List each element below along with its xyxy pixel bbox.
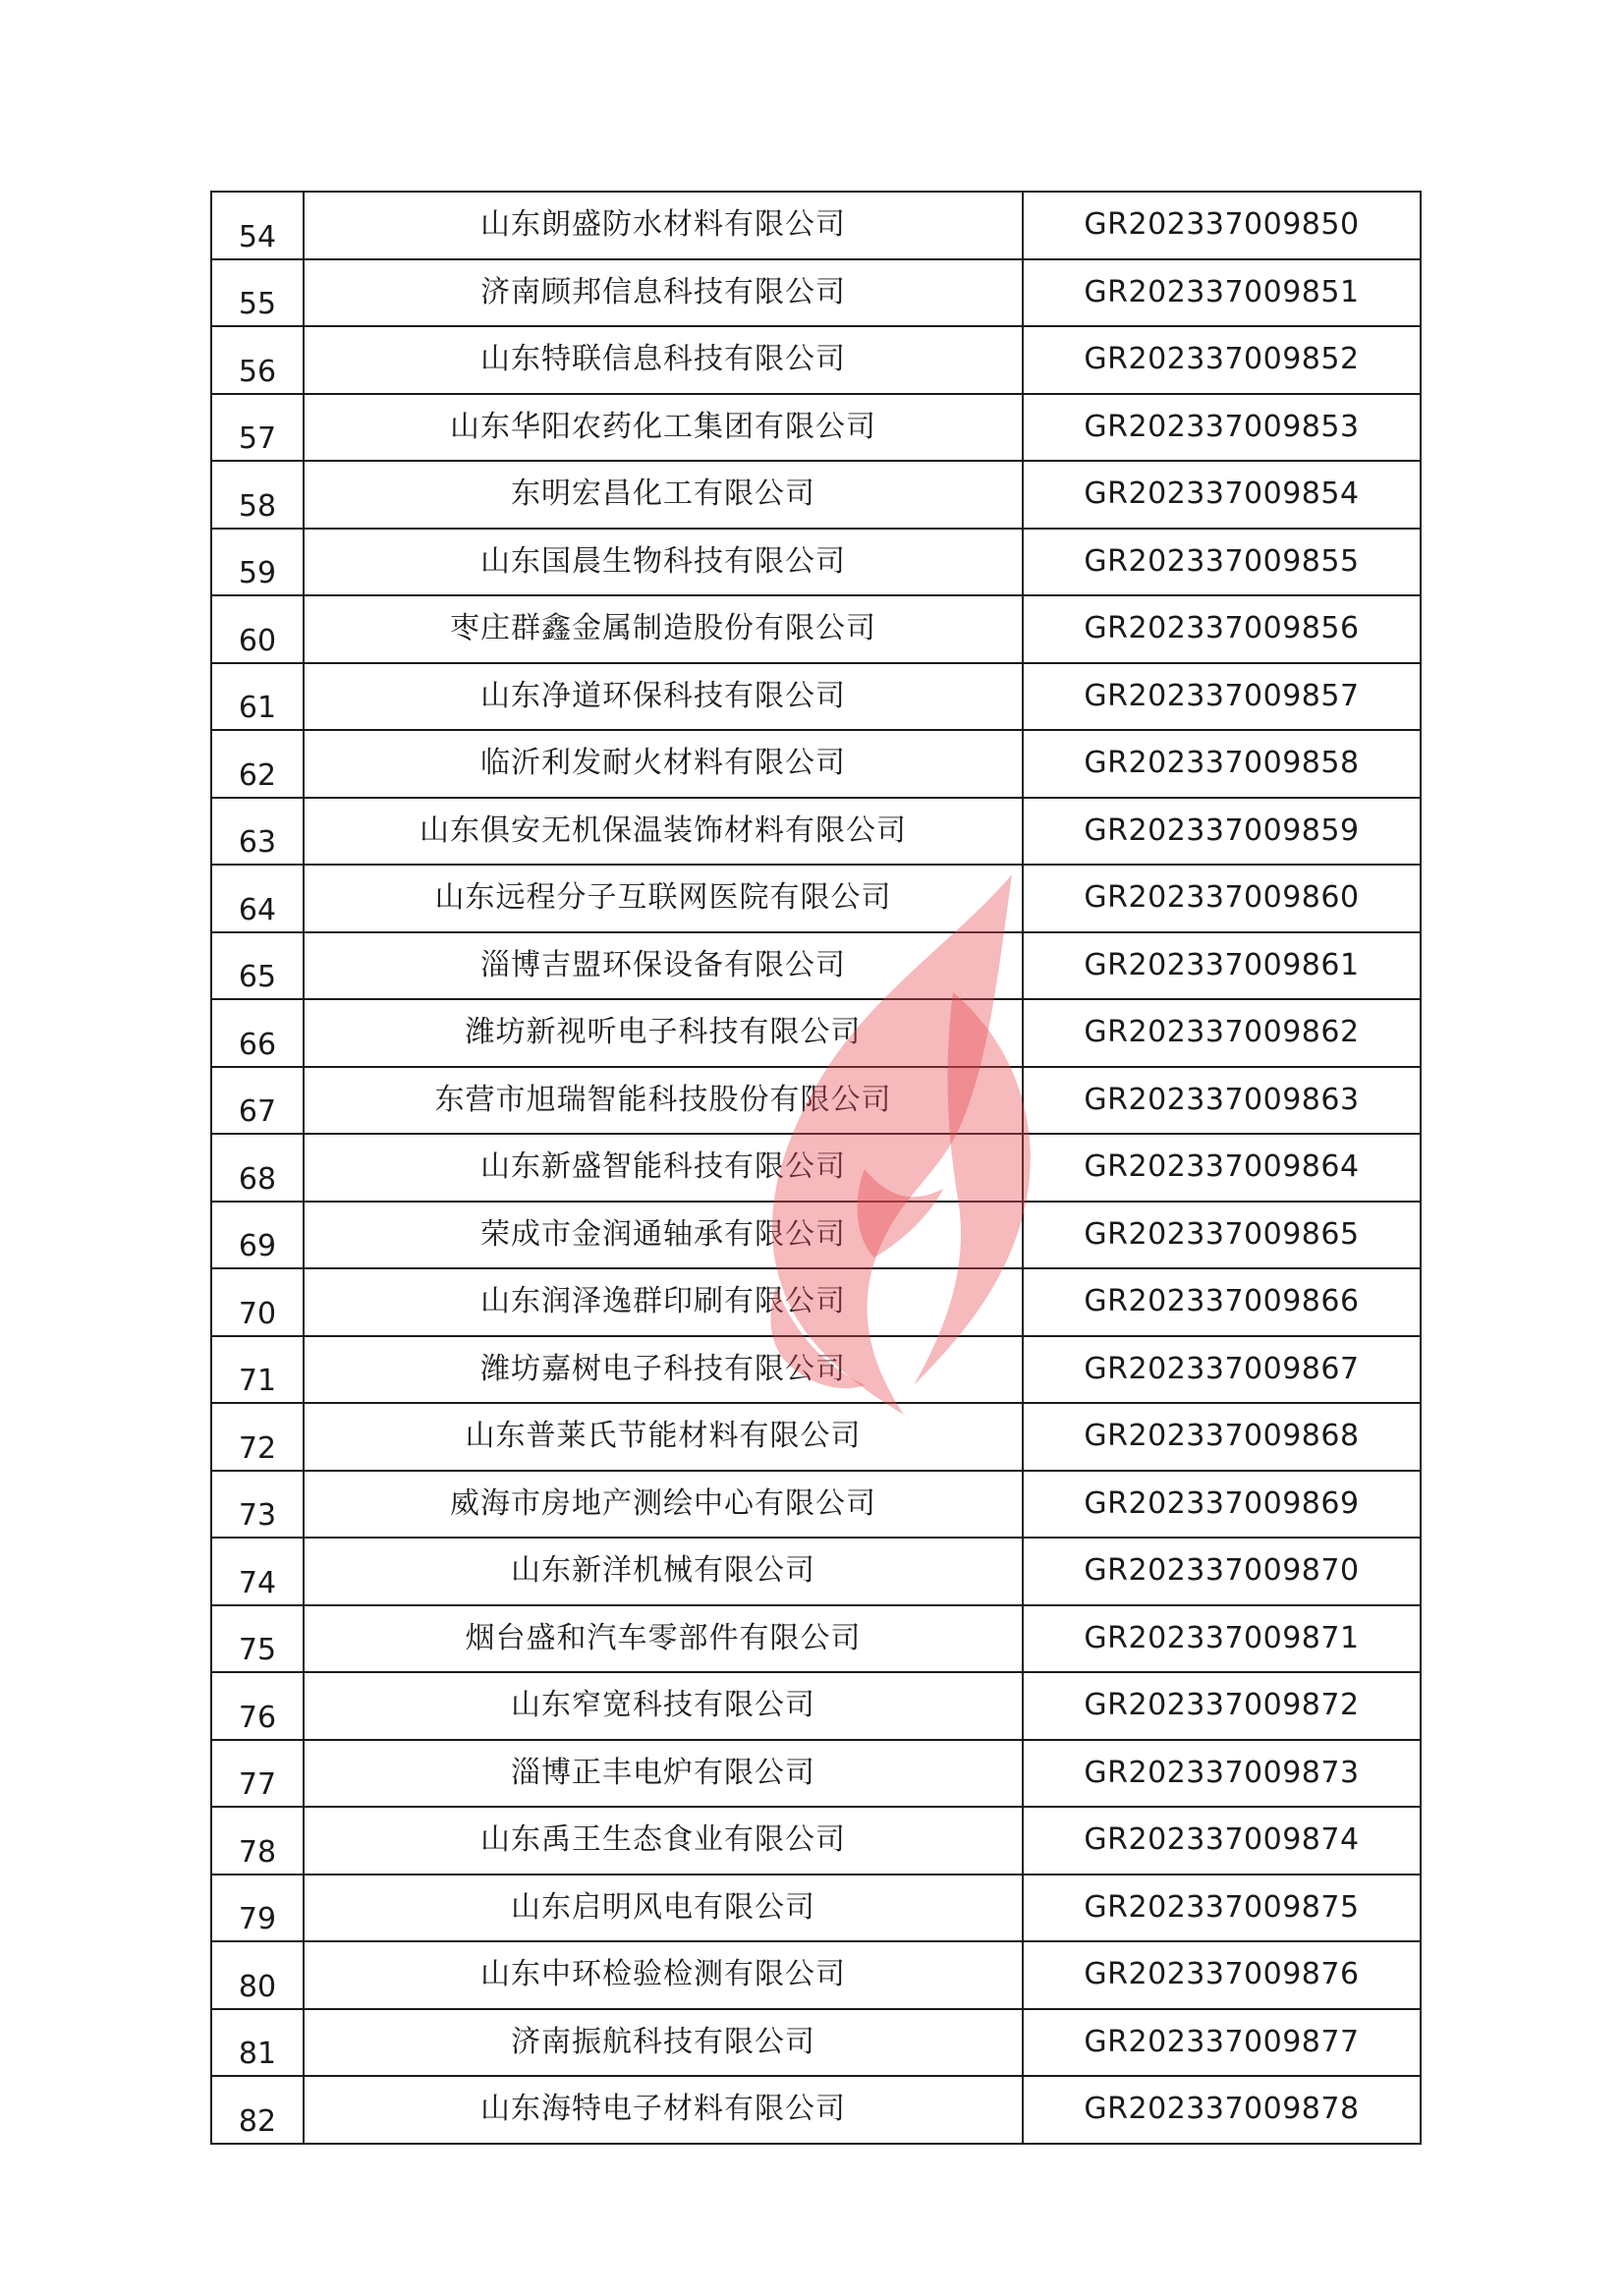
company-name: 山东华阳农药化工集团有限公司 xyxy=(304,394,1023,462)
certificate-number: GR202337009868 xyxy=(1023,1403,1421,1471)
certificate-number: GR202337009876 xyxy=(1023,1941,1421,2009)
row-number: 54 xyxy=(211,192,304,259)
row-number: 69 xyxy=(211,1202,304,1269)
certificate-number: GR202337009856 xyxy=(1023,595,1421,663)
row-number: 68 xyxy=(211,1134,304,1202)
certificate-number: GR202337009850 xyxy=(1023,192,1421,259)
table-row xyxy=(211,932,1421,1000)
company-name: 烟台盛和汽车零部件有限公司 xyxy=(304,1605,1023,1673)
row-number: 76 xyxy=(211,1672,304,1740)
table-row xyxy=(211,1134,1421,1202)
company-name: 山东启明风电有限公司 xyxy=(304,1875,1023,1942)
certificate-number: GR202337009853 xyxy=(1023,394,1421,462)
company-name: 山东俱安无机保温装饰材料有限公司 xyxy=(304,798,1023,866)
certificate-number: GR202337009857 xyxy=(1023,663,1421,731)
table-row xyxy=(211,326,1421,394)
certificate-number: GR202337009875 xyxy=(1023,1875,1421,1942)
certificate-number: GR202337009864 xyxy=(1023,1134,1421,1202)
certificate-number: GR202337009871 xyxy=(1023,1605,1421,1673)
table-row xyxy=(211,1740,1421,1808)
table-row xyxy=(211,2076,1421,2144)
row-number: 80 xyxy=(211,1941,304,2009)
company-name: 临沂利发耐火材料有限公司 xyxy=(304,730,1023,798)
table-row xyxy=(211,1875,1421,1942)
row-number: 65 xyxy=(211,932,304,1000)
certificate-number: GR202337009873 xyxy=(1023,1740,1421,1808)
company-name: 淄博吉盟环保设备有限公司 xyxy=(304,932,1023,1000)
table-row xyxy=(211,1471,1421,1539)
company-name: 山东海特电子材料有限公司 xyxy=(304,2076,1023,2144)
table-row xyxy=(211,865,1421,932)
table-row xyxy=(211,730,1421,798)
row-number: 62 xyxy=(211,730,304,798)
company-name: 山东净道环保科技有限公司 xyxy=(304,663,1023,731)
certificate-table xyxy=(210,191,1422,2145)
table-row xyxy=(211,394,1421,462)
table-row xyxy=(211,663,1421,731)
row-number: 60 xyxy=(211,595,304,663)
certificate-number: GR202337009851 xyxy=(1023,259,1421,327)
table-row xyxy=(211,999,1421,1067)
company-name: 济南振航科技有限公司 xyxy=(304,2009,1023,2077)
certificate-number: GR202337009858 xyxy=(1023,730,1421,798)
row-number: 82 xyxy=(211,2076,304,2144)
company-name: 威海市房地产测绘中心有限公司 xyxy=(304,1471,1023,1539)
table-row xyxy=(211,1807,1421,1875)
company-name: 潍坊嘉树电子科技有限公司 xyxy=(304,1336,1023,1404)
certificate-number: GR202337009862 xyxy=(1023,999,1421,1067)
company-name: 东明宏昌化工有限公司 xyxy=(304,461,1023,529)
row-number: 57 xyxy=(211,394,304,462)
table-row xyxy=(211,1067,1421,1135)
row-number: 73 xyxy=(211,1471,304,1539)
table-row xyxy=(211,1605,1421,1673)
company-name: 山东窄宽科技有限公司 xyxy=(304,1672,1023,1740)
certificate-number: GR202337009869 xyxy=(1023,1471,1421,1539)
company-name: 潍坊新视听电子科技有限公司 xyxy=(304,999,1023,1067)
table-row xyxy=(211,2009,1421,2077)
table-row xyxy=(211,1941,1421,2009)
company-name: 荣成市金润通轴承有限公司 xyxy=(304,1202,1023,1269)
row-number: 72 xyxy=(211,1403,304,1471)
row-number: 56 xyxy=(211,326,304,394)
certificate-number: GR202337009870 xyxy=(1023,1538,1421,1605)
company-name: 山东中环检验检测有限公司 xyxy=(304,1941,1023,2009)
row-number: 74 xyxy=(211,1538,304,1605)
row-number: 63 xyxy=(211,798,304,866)
company-name: 山东新洋机械有限公司 xyxy=(304,1538,1023,1605)
certificate-number: GR202337009861 xyxy=(1023,932,1421,1000)
company-name: 济南顾邦信息科技有限公司 xyxy=(304,259,1023,327)
certificate-number: GR202337009872 xyxy=(1023,1672,1421,1740)
table-row xyxy=(211,192,1421,259)
company-name: 淄博正丰电炉有限公司 xyxy=(304,1740,1023,1808)
row-number: 67 xyxy=(211,1067,304,1135)
certificate-number: GR202337009852 xyxy=(1023,326,1421,394)
certificate-number: GR202337009855 xyxy=(1023,529,1421,596)
row-number: 58 xyxy=(211,461,304,529)
table-row xyxy=(211,1672,1421,1740)
row-number: 75 xyxy=(211,1605,304,1673)
company-name: 枣庄群鑫金属制造股份有限公司 xyxy=(304,595,1023,663)
company-name: 山东特联信息科技有限公司 xyxy=(304,326,1023,394)
table-row xyxy=(211,1268,1421,1336)
table-row xyxy=(211,529,1421,596)
certificate-number: GR202337009867 xyxy=(1023,1336,1421,1404)
table-row xyxy=(211,259,1421,327)
row-number: 81 xyxy=(211,2009,304,2077)
row-number: 70 xyxy=(211,1268,304,1336)
company-name: 山东润泽逸群印刷有限公司 xyxy=(304,1268,1023,1336)
row-number: 79 xyxy=(211,1875,304,1942)
certificate-number: GR202337009863 xyxy=(1023,1067,1421,1135)
table-row xyxy=(211,1202,1421,1269)
company-name: 山东朗盛防水材料有限公司 xyxy=(304,192,1023,259)
row-number: 77 xyxy=(211,1740,304,1808)
certificate-number: GR202337009866 xyxy=(1023,1268,1421,1336)
certificate-number: GR202337009865 xyxy=(1023,1202,1421,1269)
company-name: 东营市旭瑞智能科技股份有限公司 xyxy=(304,1067,1023,1135)
table-row xyxy=(211,1336,1421,1404)
certificate-number: GR202337009878 xyxy=(1023,2076,1421,2144)
company-name: 山东国晨生物科技有限公司 xyxy=(304,529,1023,596)
company-name: 山东远程分子互联网医院有限公司 xyxy=(304,865,1023,932)
row-number: 71 xyxy=(211,1336,304,1404)
row-number: 66 xyxy=(211,999,304,1067)
certificate-table-body xyxy=(211,192,1421,2144)
table-row xyxy=(211,461,1421,529)
company-name: 山东新盛智能科技有限公司 xyxy=(304,1134,1023,1202)
certificate-number: GR202337009860 xyxy=(1023,865,1421,932)
company-name: 山东普莱氏节能材料有限公司 xyxy=(304,1403,1023,1471)
row-number: 59 xyxy=(211,529,304,596)
row-number: 61 xyxy=(211,663,304,731)
row-number: 55 xyxy=(211,259,304,327)
table-row xyxy=(211,798,1421,866)
certificate-number: GR202337009877 xyxy=(1023,2009,1421,2077)
table-row xyxy=(211,1403,1421,1471)
certificate-number: GR202337009874 xyxy=(1023,1807,1421,1875)
row-number: 78 xyxy=(211,1807,304,1875)
certificate-number: GR202337009859 xyxy=(1023,798,1421,866)
table-row xyxy=(211,595,1421,663)
table-row xyxy=(211,1538,1421,1605)
certificate-number: GR202337009854 xyxy=(1023,461,1421,529)
company-name: 山东禹王生态食业有限公司 xyxy=(304,1807,1023,1875)
row-number: 64 xyxy=(211,865,304,932)
